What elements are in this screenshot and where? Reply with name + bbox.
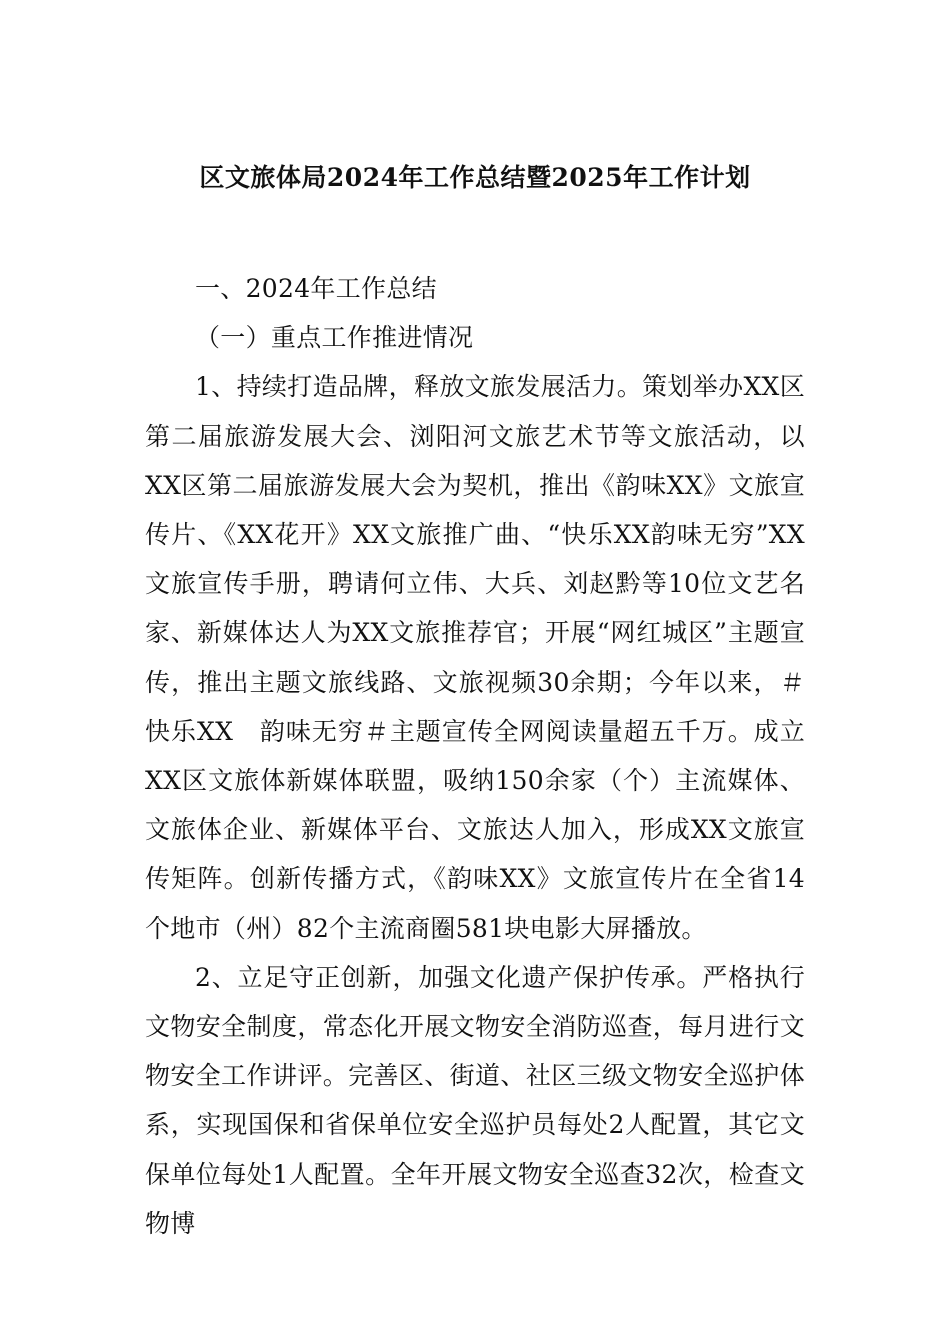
section-heading: 一、2024年工作总结 [195, 274, 437, 303]
paragraph: 1、持续打造品牌，释放文旅发展活力。策划举办XX区第二届旅游发展大会、浏阳河文旅艺术节等文旅活动，以XX区第二届旅游发展大会为契机，推出《韵味XX》文旅宣传片、《XX花开》XX文旅推广曲、“快乐XX韵味无穷”XX文旅宣传手册，聘请何立伟、大兵、刘赵黔等10位文艺名家、新媒体达人为XX文旅推荐官；开展“网红城区”主题宣传，推出主题文旅线路、文旅视频30余期；今年以来，＃快乐XX 韵味无穷＃主题宣传全网阅读量超五千万。成立XX区文旅体新媒体联盟，吸纳150余家（个）主流媒体、文旅体企业、新媒体平台、文旅达人加入，形成XX文旅宣传矩阵。创新传播方式，《韵味XX》文旅宣传片在全省14个地市（州）82个主流商圈581块电影大屏播放。 [145, 372, 805, 943]
document-title: 区文旅体局2024年工作总结暨2025年工作计划 [199, 163, 751, 192]
document-body [145, 264, 805, 1248]
subsection-heading: （一）重点工作推进情况 [195, 323, 474, 353]
paragraph: 2、立足守正创新，加强文化遗产保护传承。严格执行文物安全制度，常态化开展文物安全消防巡查，每月进行文物安全工作讲评。完善区、街道、社区三级文物安全巡护体系，实现国保和省保单位安全巡护员每处2人配置，其它文保单位每处1人配置。全年开展文物安全巡查32次，检查文物博 [145, 962, 805, 1238]
